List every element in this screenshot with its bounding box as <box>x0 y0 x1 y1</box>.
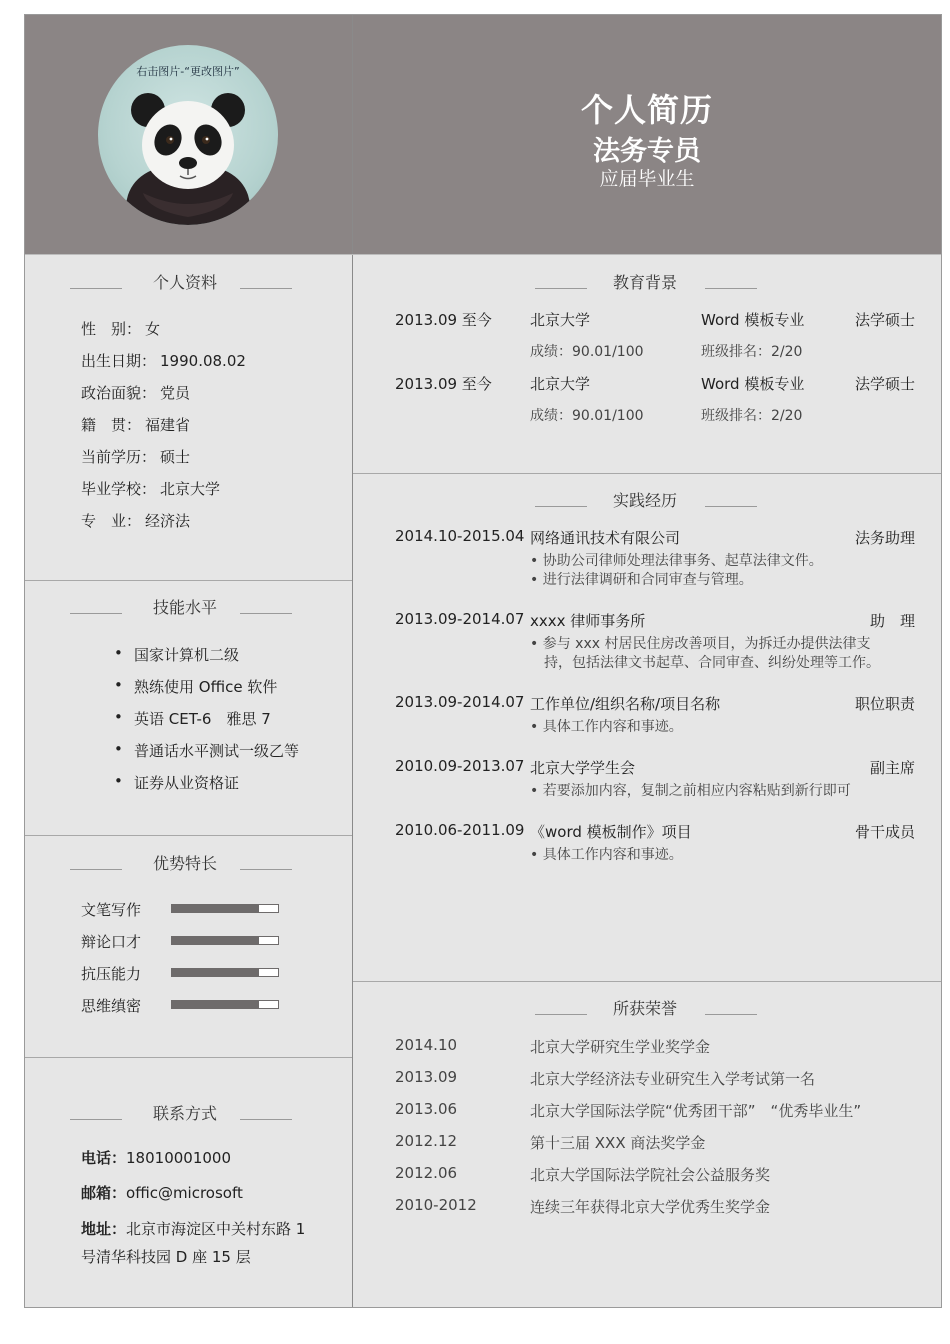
profile-row <box>81 478 220 499</box>
section-rule <box>70 1119 122 1120</box>
section-rule <box>240 613 292 614</box>
section-rule <box>705 506 757 507</box>
profile-label: 毕业学校： <box>81 480 157 498</box>
section-rule <box>240 288 292 289</box>
honor-title: 连续三年获得北京大学优秀生奖学金 <box>530 1198 771 1216</box>
avatar-caption: 右击图片-“更改图片” <box>136 65 240 78</box>
section-rule <box>70 288 122 289</box>
strength-bar <box>171 904 279 913</box>
honor-title: 北京大学经济法专业研究生入学考试第一名 <box>530 1070 816 1088</box>
exp-period: 2010.09-2013.07 <box>395 757 525 775</box>
profile-label: 性 别： <box>81 320 142 338</box>
divider-skills <box>25 835 352 836</box>
experience-heading: 实践经历 <box>612 491 677 510</box>
job-position: 法务专员 <box>593 136 701 167</box>
profile-label: 政治面貌： <box>81 384 157 402</box>
resume-sheet <box>24 14 942 1308</box>
honor-date: 2012.12 <box>395 1132 458 1150</box>
address-line2: 号清华科技园 D 座 15 层 <box>81 1248 251 1266</box>
strength-bar <box>171 936 279 945</box>
profile-value: 硕士 <box>160 448 191 466</box>
column-divider <box>352 15 353 1307</box>
honor-date: 2010-2012 <box>395 1196 477 1214</box>
honor-date: 2013.09 <box>395 1068 458 1086</box>
skill-item: • 普通话水平测试一级乙等 <box>134 740 299 761</box>
profile-value: 经济法 <box>145 512 191 530</box>
honor-title: 北京大学国际法学院社会公益服务奖 <box>530 1166 771 1184</box>
honor-date: 2013.06 <box>395 1100 458 1118</box>
exp-detail: • 协助公司律师处理法律事务、起草法律文件。 <box>530 553 823 569</box>
avatar[interactable] <box>98 45 278 225</box>
edu-score: 成绩：90.01/100 <box>530 408 644 424</box>
honors-heading: 所获荣誉 <box>612 999 677 1018</box>
exp-detail: 持，包括法律文书起草、合同审查、纠纷处理等工作。 <box>530 655 880 671</box>
strength-bar-fill <box>172 969 259 976</box>
honor-title: 第十三届 XXX 商法奖学金 <box>530 1134 706 1152</box>
edu-rank: 班级排名：2/20 <box>701 408 803 424</box>
edu-major: Word 模板专业 <box>701 311 805 329</box>
contact-phone <box>81 1147 231 1168</box>
section-rule <box>705 1014 757 1015</box>
exp-org: xxxx 律师事务所 <box>530 612 646 630</box>
profile-label: 籍 贯： <box>81 416 142 434</box>
honor-date: 2014.10 <box>395 1036 458 1054</box>
divider-experience <box>353 981 941 982</box>
exp-detail: • 具体工作内容和事迹。 <box>530 719 683 735</box>
exp-period: 2014.10-2015.04 <box>395 527 525 545</box>
profile-row <box>81 382 190 403</box>
profile-value: 福建省 <box>145 416 191 434</box>
exp-role: 法务助理 <box>854 529 915 547</box>
honor-title: 北京大学研究生学业奖学金 <box>530 1038 711 1056</box>
section-rule <box>535 1014 587 1015</box>
email-value: offic@microsoft <box>126 1184 243 1202</box>
divider-education <box>353 473 941 474</box>
profile-row <box>81 318 160 339</box>
profile-value: 北京大学 <box>160 480 221 498</box>
edu-rank: 班级排名：2/20 <box>701 344 803 360</box>
profile-row <box>81 510 190 531</box>
exp-detail: • 进行法律调研和合同审查与管理。 <box>530 572 753 588</box>
exp-period: 2013.09-2014.07 <box>395 610 525 628</box>
edu-score: 成绩：90.01/100 <box>530 344 644 360</box>
contact-address <box>81 1218 305 1239</box>
exp-org: 网络通讯技术有限公司 <box>530 529 681 547</box>
strengths-heading: 优势特长 <box>152 854 217 873</box>
strength-bar <box>171 968 279 977</box>
address-label: 地址： <box>81 1220 127 1238</box>
section-rule <box>70 613 122 614</box>
skill-item: • 英语 CET-6 雅思 7 <box>134 708 271 729</box>
exp-role: 副主席 <box>869 759 915 777</box>
section-rule <box>705 288 757 289</box>
strength-bar <box>171 1000 279 1009</box>
email-label: 邮箱： <box>81 1184 127 1202</box>
edu-period: 2013.09 至今 <box>395 311 492 329</box>
section-rule <box>535 288 587 289</box>
skill-item: • 国家计算机二级 <box>134 644 239 665</box>
edu-degree: 法学硕士 <box>854 311 915 329</box>
education-heading: 教育背景 <box>612 273 677 292</box>
profile-heading: 个人资料 <box>152 273 217 292</box>
edu-school: 北京大学 <box>530 311 591 329</box>
address-line1: 北京市海淀区中关村东路 1 <box>126 1220 306 1238</box>
profile-label: 出生日期： <box>81 352 157 370</box>
section-rule <box>240 869 292 870</box>
profile-row <box>81 446 190 467</box>
strength-bar-fill <box>172 1001 259 1008</box>
profile-value: 女 <box>145 320 161 338</box>
exp-role: 职位职责 <box>854 695 915 713</box>
profile-row <box>81 350 246 371</box>
edu-major: Word 模板专业 <box>701 375 805 393</box>
exp-period: 2013.09-2014.07 <box>395 693 525 711</box>
profile-value: 1990.08.02 <box>160 352 246 370</box>
divider-strengths <box>25 1057 352 1058</box>
exp-role: 骨干成员 <box>854 823 915 841</box>
exp-org: 北京大学学生会 <box>530 759 636 777</box>
edu-school: 北京大学 <box>530 375 591 393</box>
section-rule <box>70 869 122 870</box>
exp-detail: • 参与 xxx 村居民住房改善项目，为拆迁办提供法律支 <box>530 636 871 652</box>
strength-label: 辩论口才 <box>81 933 142 951</box>
honor-date: 2012.06 <box>395 1164 458 1182</box>
edu-degree: 法学硕士 <box>854 375 915 393</box>
section-rule <box>535 506 587 507</box>
section-rule <box>240 1119 292 1120</box>
profile-label: 当前学历： <box>81 448 157 466</box>
exp-detail: • 具体工作内容和事迹。 <box>530 847 683 863</box>
profile-row <box>81 414 190 435</box>
exp-detail: • 若要添加内容，复制之前相应内容粘贴到新行即可 <box>530 783 851 799</box>
strength-label: 文笔写作 <box>81 901 142 919</box>
phone-value: 18010001000 <box>126 1149 231 1167</box>
skill-item: • 熟练使用 Office 软件 <box>134 676 277 697</box>
strength-label: 思维缜密 <box>81 997 142 1015</box>
strength-bar-fill <box>172 905 259 912</box>
exp-org: 《word 模板制作》项目 <box>530 823 692 841</box>
strength-bar-fill <box>172 937 259 944</box>
edu-period: 2013.09 至今 <box>395 375 492 393</box>
phone-label: 电话： <box>81 1149 127 1167</box>
exp-org: 工作单位/组织名称/项目名称 <box>530 695 721 713</box>
contact-heading: 联系方式 <box>152 1104 217 1123</box>
skill-item: • 证券从业资格证 <box>134 772 239 793</box>
profile-label: 专 业： <box>81 512 142 530</box>
divider-profile <box>25 580 352 581</box>
exp-role: 助 理 <box>869 612 915 630</box>
exp-period: 2010.06-2011.09 <box>395 821 525 839</box>
contact-email <box>81 1182 243 1203</box>
skills-heading: 技能水平 <box>152 598 217 617</box>
profile-value: 党员 <box>160 384 191 402</box>
strength-label: 抗压能力 <box>81 965 142 983</box>
honor-title: 北京大学国际法学院“优秀团干部” “优秀毕业生” <box>530 1102 862 1120</box>
header-divider <box>25 254 941 255</box>
resume-title: 个人简历 <box>580 91 713 129</box>
candidate-status: 应届毕业生 <box>599 168 695 190</box>
